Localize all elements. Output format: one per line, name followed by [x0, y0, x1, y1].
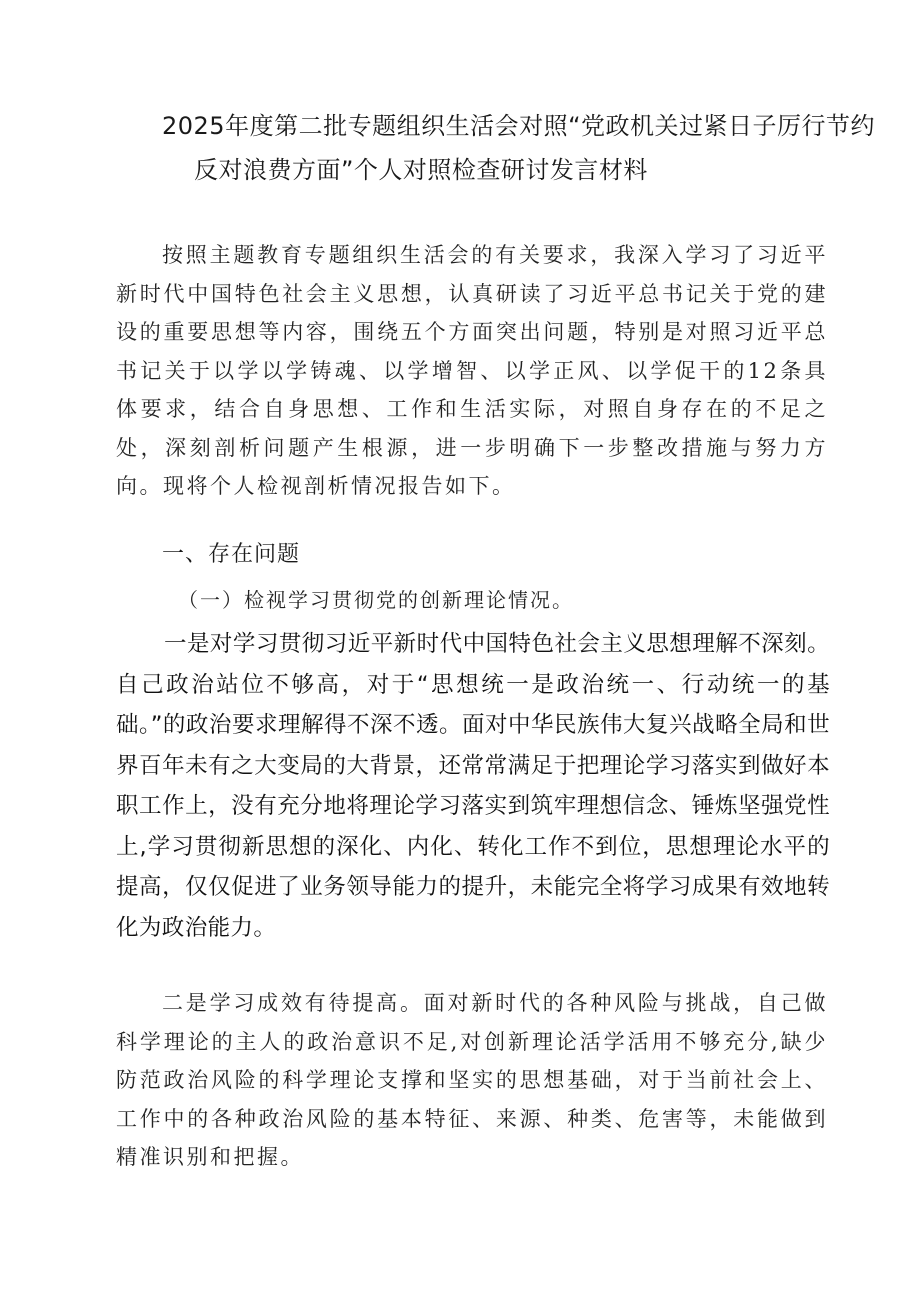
paragraph-one: 一是对学习贯彻习近平新时代中国特色社会主义思想理解不深刻。自己政治站位不够高，对于“思想统一是政治统一、行动统一的基础。”的政治要求理解得不深不透。面对中华民族伟大复兴战略全局和世界百年未有之大变局的大背景，还常常满足于把理论学习落实到做好本职工作上，没有充分地将理论学习落实到筑牢理想信念、锤炼坚强党性上,学习贯彻新思想的深化、内化、转化工作不到位，思想理论水平的提高，仅仅促进了业务领导能力的提升，未能完全将学习成果有效地转化为政治能力。 [116, 631, 830, 941]
paragraph-two: 二是学习成效有待提高。面对新时代的各种风险与挑战，自己做科学理论的主人的政治意识不足,对创新理论活学活用不够充分,缺少防范政治风险的科学理论支撑和坚实的思想基础，对于当前社会上、工作中的各种政治风险的基本特征、来源、种类、危害等，未能做到精准识别和把握。 [116, 991, 828, 1169]
intro-paragraph: 按照主题教育专题组织生活会的有关要求，我深入学习了习近平新时代中国特色社会主义思想，认真研读了习近平总书记关于党的建设的重要思想等内容，围绕五个方面突出问题，特别是对照习近平总书记关于以学以学铸魂、以学增智、以学正风、以学促干的12条具体要求，结合自身思想、工作和生活实际，对照自身存在的不足之处，深刻剖析问题产生根源，进一步明确下一步整改措施与努力方向。现将个人检视剖析情况报告如下。 [116, 243, 828, 498]
title-line-1: 2025年度第二批专题组织生活会对照“党政机关过紧日子厉行节约 [162, 112, 876, 140]
section-heading: 一、存在问题 [162, 542, 301, 567]
subsection-heading: （一）检视学习贯彻党的创新理论情况。 [178, 588, 574, 612]
document-title [150, 104, 876, 192]
title-line-2: 反对浪费方面”个人对照检查研讨发言材料 [194, 156, 648, 184]
